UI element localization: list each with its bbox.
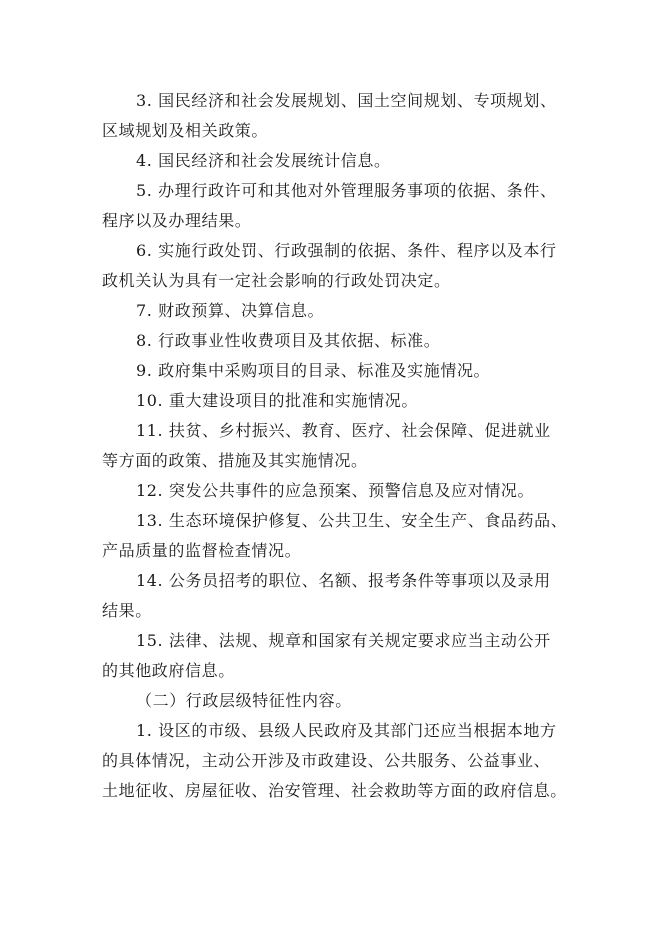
- text-line: 政机关认为具有一定社会影响的行政处罚决定。: [102, 271, 451, 290]
- document-body: [102, 86, 572, 806]
- list-item-4: [102, 146, 572, 176]
- text-line: 的具体情况，主动公开涉及市政建设、公共服务、公益事业、: [102, 751, 551, 770]
- text-line: 1. 设区的市级、县级人民政府及其部门还应当根据本地方: [136, 721, 557, 740]
- text-line: 11. 扶贫、乡村振兴、教育、医疗、社会保障、促进就业: [136, 421, 551, 440]
- list-item-12: [102, 476, 572, 506]
- text-line: 区域规划及相关政策。: [102, 121, 269, 140]
- text-line: 3. 国民经济和社会发展规划、国土空间规划、专项规划、: [136, 91, 557, 110]
- text-line: 5. 办理行政许可和其他对外管理服务事项的依据、条件、: [136, 181, 557, 200]
- text-line: 14. 公务员招考的职位、名额、报考条件等事项以及录用: [136, 571, 551, 590]
- text-line: 6. 实施行政处罚、行政强制的依据、条件、程序以及本行: [136, 241, 557, 260]
- list-item-6: [102, 236, 572, 296]
- list-item-11: [102, 416, 572, 476]
- list-item-7: [102, 296, 572, 326]
- text-line: 4. 国民经济和社会发展统计信息。: [136, 151, 391, 170]
- list-item-14: [102, 566, 572, 626]
- text-line: 9. 政府集中采购项目的目录、标准及实施情况。: [136, 361, 491, 380]
- list-item-10: [102, 386, 572, 416]
- text-line: 土地征收、房屋征收、治安管理、社会救助等方面的政府信息。: [102, 781, 567, 800]
- text-line: 10. 重大建设项目的批准和实施情况。: [136, 391, 418, 410]
- text-line: 结果。: [102, 601, 152, 620]
- text-line: 等方面的政策、措施及其实施情况。: [102, 451, 368, 470]
- text-line: 15. 法律、法规、规章和国家有关规定要求应当主动公开: [136, 631, 551, 650]
- list-item-13: [102, 506, 572, 566]
- text-line: 的其他政府信息。: [102, 661, 235, 680]
- list-item-3: [102, 86, 572, 146]
- list-item-15: [102, 626, 572, 686]
- text-line: 12. 突发公共事件的应急预案、预警信息及应对情况。: [136, 481, 535, 500]
- text-line: 13. 生态环境保护修复、公共卫生、安全生产、食品药品、: [136, 511, 568, 530]
- text-line: （二）行政层级特征性内容。: [136, 691, 352, 710]
- text-line: 8. 行政事业性收费项目及其依据、标准。: [136, 331, 441, 350]
- text-line: 程序以及办理结果。: [102, 211, 252, 230]
- section-heading: [102, 686, 572, 716]
- list-item-5: [102, 176, 572, 236]
- list-item-9: [102, 356, 572, 386]
- text-line: 产品质量的监督检查情况。: [102, 541, 302, 560]
- list-item-1: [102, 716, 572, 806]
- text-line: 7. 财政预算、决算信息。: [136, 301, 325, 320]
- list-item-8: [102, 326, 572, 356]
